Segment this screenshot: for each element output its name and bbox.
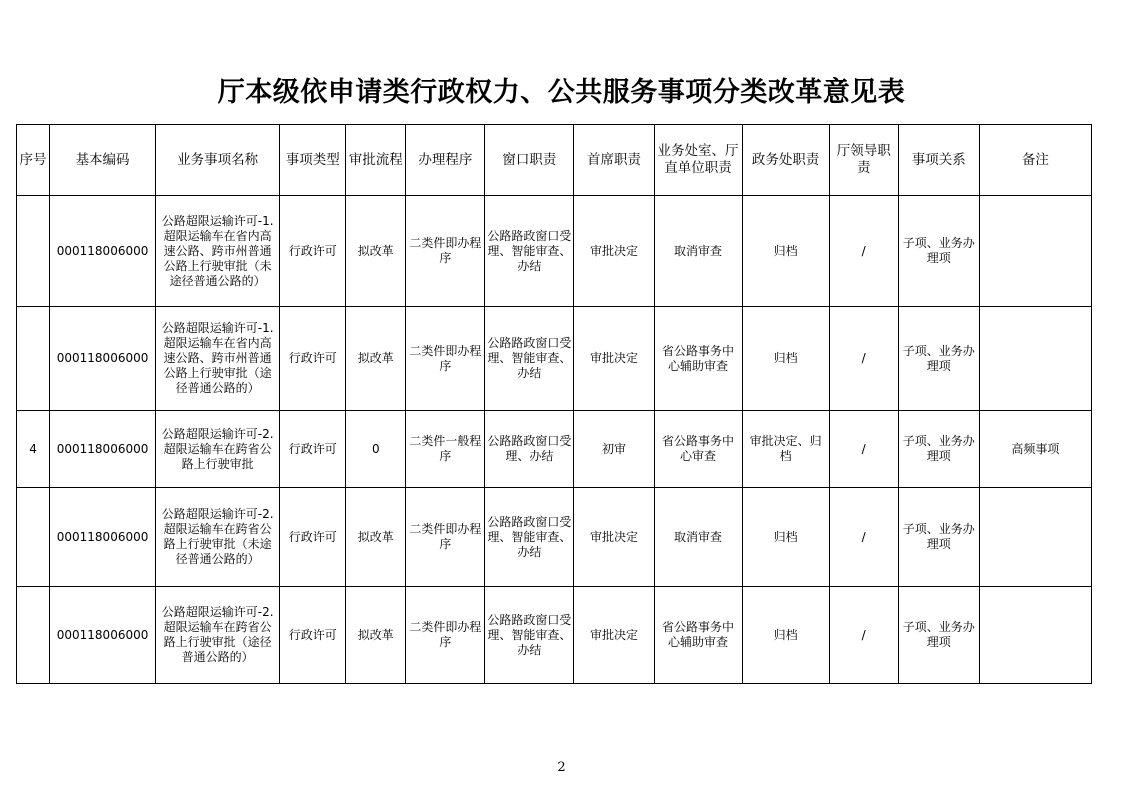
cell-relation: 子项、业务办理项: [898, 488, 979, 587]
cell-item-type: 行政许可: [280, 587, 346, 684]
cell-window-duty: 公路路政窗口受理、智能审查、办结: [485, 587, 574, 684]
col-header-leader-duty: 厅领导职责: [829, 125, 898, 196]
cell-code: 000118006000: [50, 488, 156, 587]
cell-dept-duty: 省公路事务中心辅助审查: [654, 307, 742, 411]
cell-affairs-duty: 归档: [742, 587, 829, 684]
cell-chief-duty: 初审: [574, 411, 654, 488]
cell-item-type: 行政许可: [280, 307, 346, 411]
cell-chief-duty: 审批决定: [574, 587, 654, 684]
cell-item-name: 公路超限运输许可-1.超限运输车在省内高速公路、跨市州普通公路上行驶审批（未途径普通公路的）: [156, 196, 280, 307]
cell-item-name: 公路超限运输许可-2.超限运输车在跨省公路上行驶审批（未途径普通公路的）: [156, 488, 280, 587]
cell-index: 4: [17, 411, 50, 488]
page-number: 2: [557, 760, 566, 775]
cell-window-duty: 公路路政窗口受理、智能审查、办结: [485, 488, 574, 587]
cell-affairs-duty: 归档: [742, 307, 829, 411]
cell-dept-duty: 省公路事务中心辅助审查: [654, 587, 742, 684]
col-header-window-duty: 窗口职责: [485, 125, 574, 196]
cell-dept-duty: 取消审查: [654, 196, 742, 307]
cell-dept-duty: 省公路事务中心审查: [654, 411, 742, 488]
col-header-remarks: 备注: [979, 125, 1091, 196]
cell-window-duty: 公路路政窗口受理、智能审查、办结: [485, 307, 574, 411]
cell-item-type: 行政许可: [280, 488, 346, 587]
col-header-chief-duty: 首席职责: [574, 125, 654, 196]
cell-code: 000118006000: [50, 196, 156, 307]
cell-approval-flow: 0: [346, 411, 406, 488]
cell-dept-duty: 取消审查: [654, 488, 742, 587]
cell-leader-duty: /: [829, 488, 898, 587]
cell-item-name: 公路超限运输许可-2.超限运输车在跨省公路上行驶审批（途径普通公路的）: [156, 587, 280, 684]
cell-remarks: [979, 587, 1091, 684]
cell-chief-duty: 审批决定: [574, 488, 654, 587]
table-row: [17, 411, 1092, 488]
cell-index: [17, 307, 50, 411]
cell-procedure: 二类件一般程序: [406, 411, 485, 488]
cell-relation: 子项、业务办理项: [898, 307, 979, 411]
cell-procedure: 二类件即办程序: [406, 488, 485, 587]
cell-relation: 子项、业务办理项: [898, 196, 979, 307]
table-row: [17, 196, 1092, 307]
col-header-affairs-duty: 政务处职责: [742, 125, 829, 196]
cell-remarks: [979, 307, 1091, 411]
col-header-approval-flow: 审批流程: [346, 125, 406, 196]
cell-procedure: 二类件即办程序: [406, 587, 485, 684]
cell-approval-flow: 拟改革: [346, 488, 406, 587]
cell-window-duty: 公路路政窗口受理、智能审查、办结: [485, 196, 574, 307]
cell-relation: 子项、业务办理项: [898, 587, 979, 684]
cell-approval-flow: 拟改革: [346, 587, 406, 684]
cell-remarks: [979, 196, 1091, 307]
cell-chief-duty: 审批决定: [574, 196, 654, 307]
cell-relation: 子项、业务办理项: [898, 411, 979, 488]
cell-remarks: [979, 488, 1091, 587]
reform-table: [16, 124, 1092, 684]
cell-item-name: 公路超限运输许可-2.超限运输车在跨省公路上行驶审批: [156, 411, 280, 488]
cell-affairs-duty: 归档: [742, 488, 829, 587]
cell-procedure: 二类件即办程序: [406, 307, 485, 411]
cell-window-duty: 公路路政窗口受理、办结: [485, 411, 574, 488]
cell-leader-duty: /: [829, 411, 898, 488]
cell-item-type: 行政许可: [280, 411, 346, 488]
table-row: [17, 587, 1092, 684]
cell-code: 000118006000: [50, 307, 156, 411]
col-header-item-type: 事项类型: [280, 125, 346, 196]
table-row: [17, 488, 1092, 587]
cell-index: [17, 196, 50, 307]
cell-code: 000118006000: [50, 411, 156, 488]
cell-leader-duty: /: [829, 587, 898, 684]
cell-index: [17, 587, 50, 684]
cell-affairs-duty: 归档: [742, 196, 829, 307]
table-row: [17, 307, 1092, 411]
col-header-procedure: 办理程序: [406, 125, 485, 196]
cell-item-type: 行政许可: [280, 196, 346, 307]
cell-affairs-duty: 审批决定、归档: [742, 411, 829, 488]
col-header-index: 序号: [17, 125, 50, 196]
col-header-relation: 事项关系: [898, 125, 979, 196]
page-title: 厅本级依申请类行政权力、公共服务事项分类改革意见表: [217, 77, 906, 108]
cell-leader-duty: /: [829, 307, 898, 411]
header-row: [17, 125, 1092, 196]
col-header-dept-duty: 业务处室、厅直单位职责: [654, 125, 742, 196]
cell-approval-flow: 拟改革: [346, 196, 406, 307]
col-header-code: 基本编码: [50, 125, 156, 196]
cell-leader-duty: /: [829, 196, 898, 307]
cell-approval-flow: 拟改革: [346, 307, 406, 411]
cell-index: [17, 488, 50, 587]
cell-procedure: 二类件即办程序: [406, 196, 485, 307]
cell-remarks: 高频事项: [979, 411, 1091, 488]
cell-item-name: 公路超限运输许可-1.超限运输车在省内高速公路、跨市州普通公路上行驶审批（途径普通公路的）: [156, 307, 280, 411]
col-header-item-name: 业务事项名称: [156, 125, 280, 196]
cell-chief-duty: 审批决定: [574, 307, 654, 411]
cell-code: 000118006000: [50, 587, 156, 684]
